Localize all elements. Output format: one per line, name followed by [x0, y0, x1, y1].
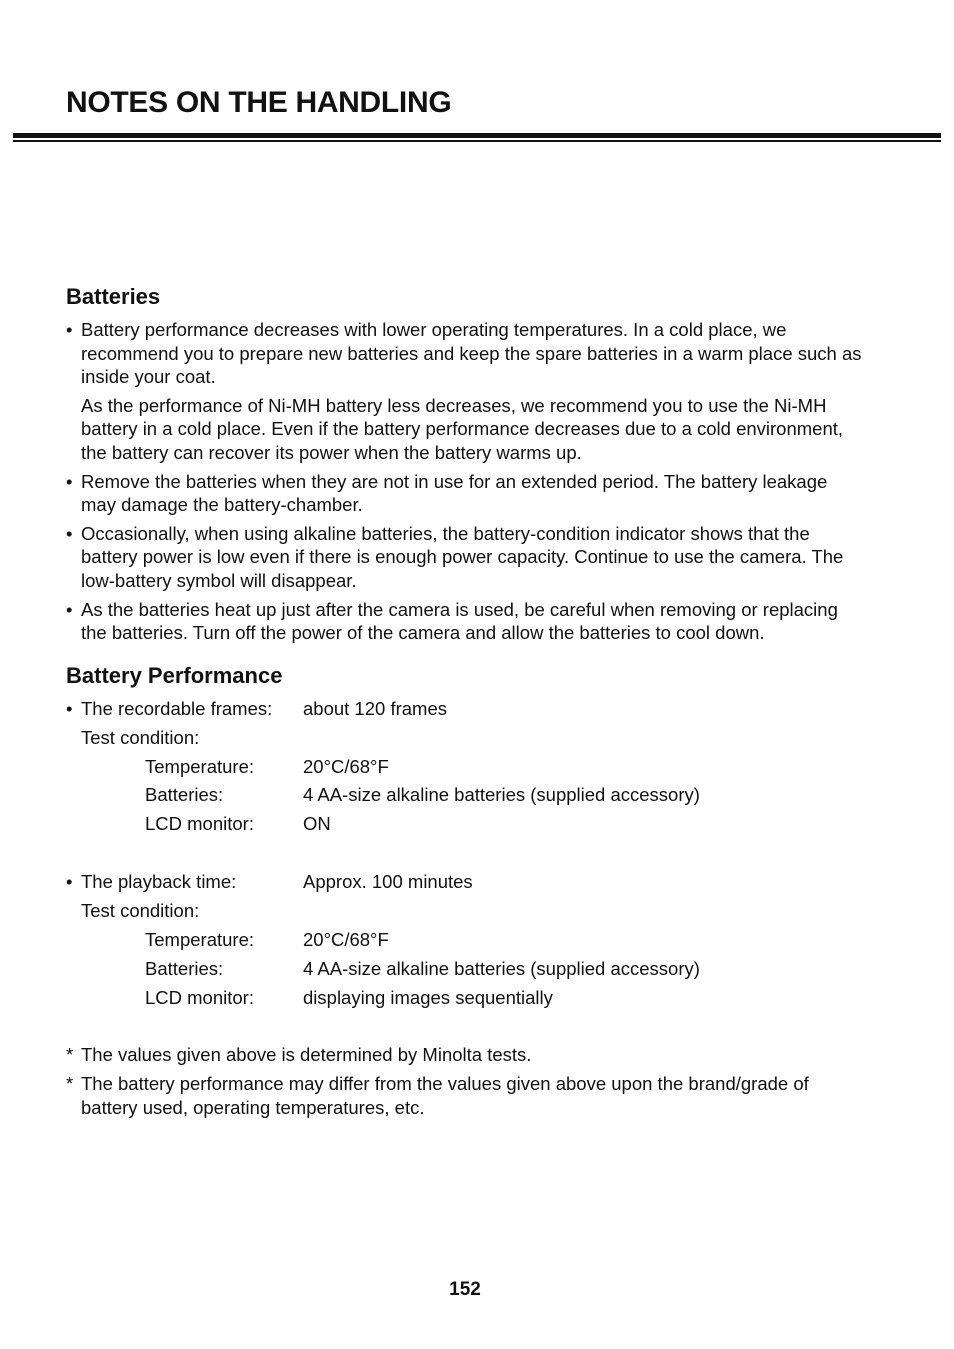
condition-value: displaying images sequentially: [303, 986, 553, 1008]
batteries-bullet-3: [66, 522, 866, 593]
page-content: [66, 283, 866, 1124]
performance-value: about 120 frames: [303, 697, 447, 719]
batteries-bullet-2: [66, 470, 866, 517]
note-marker: *: [66, 1044, 74, 1066]
performance-label: The recordable frames:: [81, 697, 273, 719]
batteries-bullet-1: [66, 318, 866, 465]
condition-row-temperature: [66, 755, 866, 779]
note-marker: *: [66, 1073, 74, 1094]
bullet-paragraph: As the batteries heat up just after the camera is used, be careful when removing or replacing the batteries. Turn off the power of the camera and allow the batteries to cool down.: [81, 598, 838, 644]
condition-row-batteries: [66, 783, 866, 807]
test-condition-label: Test condition:: [81, 899, 200, 921]
condition-label: Batteries:: [145, 957, 224, 979]
condition-value: 4 AA-size alkaline batteries (supplied accessory): [303, 957, 700, 979]
condition-value: 4 AA-size alkaline batteries (supplied accessory): [303, 784, 700, 806]
condition-value: ON: [303, 813, 331, 835]
bullet-marker: •: [66, 598, 73, 620]
bullet-marker: •: [66, 470, 73, 492]
condition-label: Temperature:: [145, 755, 254, 777]
footnote-2: [66, 1072, 866, 1119]
condition-row-temperature: [66, 928, 866, 952]
condition-value: 20°C/68°F: [303, 755, 389, 777]
condition-row-lcd-monitor: [66, 812, 866, 836]
bullet-paragraph: Battery performance decreases with lower operating temperatures. In a cold place, we recommend you to prepare new batteries and keep the spare batteries in a warm place such as inside your coat.: [81, 319, 862, 388]
page-number: 152: [449, 1279, 481, 1300]
note-text: The battery performance may differ from the values given above upon the brand/grade of battery used, operating temperatures, etc.: [81, 1073, 809, 1118]
section-heading-batteries: Batteries: [66, 284, 161, 309]
page-title: NOTES ON THE HANDLING: [66, 86, 452, 119]
bullet-paragraph: Remove the batteries when they are not in use for an extended period. The battery leakage may damage the battery-chamber.: [81, 470, 828, 516]
condition-label: Batteries:: [145, 784, 224, 806]
performance-row-recordable-frames: [66, 697, 866, 721]
condition-label: Temperature:: [145, 928, 254, 950]
condition-label: LCD monitor:: [145, 986, 254, 1008]
bullet-marker: •: [66, 522, 73, 544]
condition-row-lcd-monitor: [66, 986, 866, 1010]
title-rule-thin: [13, 140, 941, 142]
condition-row-batteries: [66, 957, 866, 981]
bullet-marker: •: [66, 697, 73, 719]
performance-value: Approx. 100 minutes: [303, 871, 473, 893]
test-condition-label: Test condition:: [81, 726, 200, 748]
bullet-paragraph: As the performance of Ni-MH battery less decreases, we recommend you to use the Ni-MH battery in a cold place. Even if the battery performance decreases due to a cold environment, the battery can recover its power when the battery warms up.: [81, 394, 844, 463]
title-rule-thick: [13, 133, 941, 138]
bullet-marker: •: [66, 871, 73, 893]
condition-label: LCD monitor:: [145, 813, 254, 835]
bullet-marker: •: [66, 319, 73, 340]
condition-value: 20°C/68°F: [303, 928, 389, 950]
performance-label: The playback time:: [81, 871, 237, 893]
note-text: The values given above is determined by Minolta tests.: [81, 1044, 532, 1066]
test-condition-row: [66, 726, 866, 750]
section-heading-battery-performance: Battery Performance: [66, 662, 283, 688]
footnote-1: [66, 1043, 866, 1067]
performance-row-playback-time: [66, 870, 866, 894]
batteries-bullet-4: [66, 598, 866, 645]
test-condition-row: [66, 899, 866, 923]
bullet-paragraph: Occasionally, when using alkaline batteries, the battery-condition indicator shows that the battery power is low even if there is enough power capacity. Continue to use the camera. The low-battery symbol will disappear.: [81, 522, 844, 591]
